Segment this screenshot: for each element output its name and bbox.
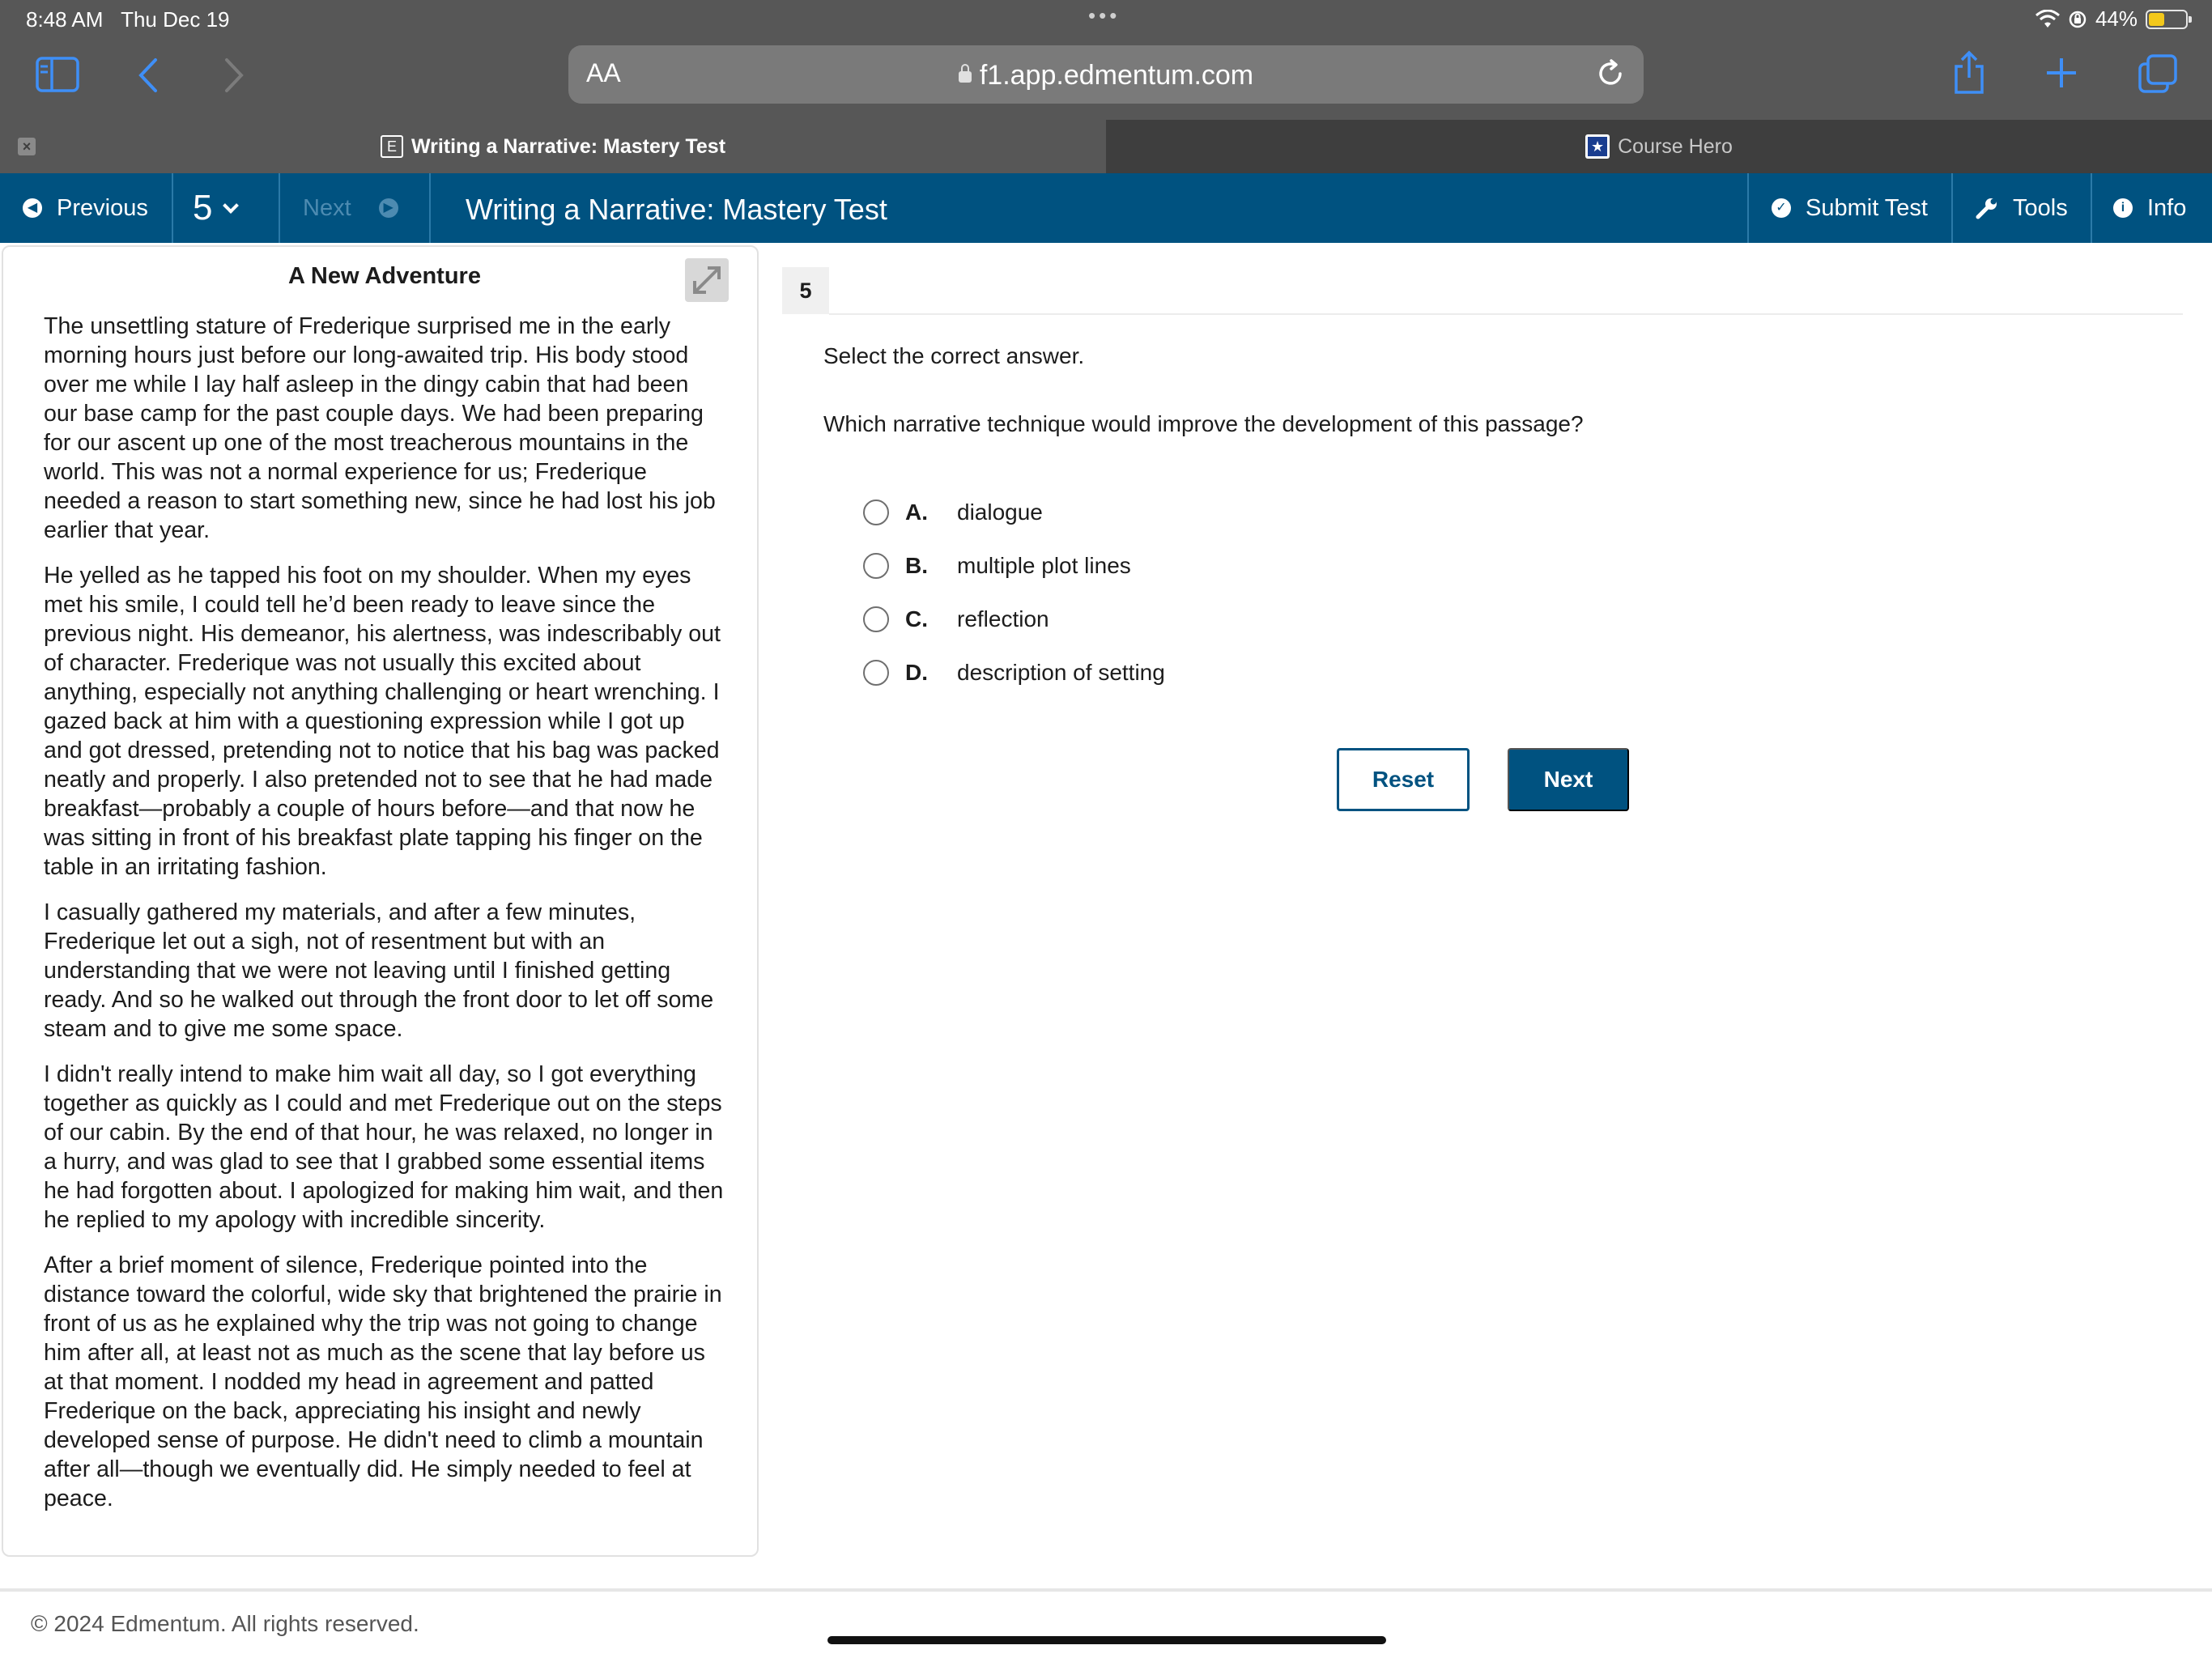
address-bar[interactable] bbox=[568, 45, 1644, 104]
option-letter: D. bbox=[905, 660, 928, 685]
tab-title: Course Hero bbox=[1618, 134, 1733, 158]
browser-toolbar bbox=[0, 39, 2212, 120]
tools-label: Tools bbox=[2013, 194, 2068, 221]
check-circle-icon: ✓ bbox=[1772, 198, 1791, 218]
multitasking-dots[interactable]: ••• bbox=[1088, 3, 1121, 28]
tab-bar bbox=[0, 120, 2212, 173]
submit-test-button[interactable] bbox=[1772, 173, 1928, 243]
course-hero-icon bbox=[1585, 134, 1610, 159]
chevron-down-icon bbox=[223, 198, 240, 214]
passage-paragraph: The unsettling stature of Frederique surprised me in the early morning hours just before our long-awaited trip. His body stood over me while I lay half asleep in the dingy cabin that had been our base camp for the past couple days. We had been preparing for our ascent up one of the most treacherous mountains in the world. This was not a normal experience for us; Frederique needed a reason to start something new, since he had lost his job earlier that year. bbox=[44, 313, 716, 543]
answer-option-d[interactable] bbox=[863, 646, 1165, 699]
next-button[interactable]: Next bbox=[1508, 748, 1629, 811]
radio-button[interactable] bbox=[863, 660, 889, 686]
new-tab-icon[interactable] bbox=[2044, 55, 2079, 91]
tools-button[interactable] bbox=[1976, 173, 2068, 243]
passage-paragraph: I casually gathered my materials, and after a few minutes, Frederique let out a sigh, not of resentment but with an understanding that we were not leaving until I finished getting ready. And so he walked out through the front door to let off some steam and to give me some space. bbox=[44, 899, 714, 1042]
answer-option-a[interactable] bbox=[863, 486, 1165, 539]
reload-icon[interactable] bbox=[1595, 58, 1626, 89]
radio-button[interactable] bbox=[863, 500, 889, 525]
question-number-dropdown[interactable] bbox=[193, 173, 236, 243]
forward-icon[interactable] bbox=[222, 57, 246, 94]
current-question-number: 5 bbox=[193, 188, 213, 227]
question-number-badge: 5 bbox=[782, 267, 829, 314]
option-text: dialogue bbox=[957, 500, 1043, 525]
arrow-right-circle-icon: ▶ bbox=[379, 198, 398, 218]
previous-button[interactable] bbox=[23, 173, 148, 243]
orientation-lock-icon bbox=[2068, 10, 2087, 29]
edmentum-favicon: E bbox=[381, 135, 403, 158]
wrench-icon bbox=[1976, 197, 1998, 219]
test-header bbox=[0, 173, 2212, 243]
footer-copyright: © 2024 Edmentum. All rights reserved. bbox=[31, 1611, 419, 1636]
passage-body bbox=[44, 312, 724, 1529]
test-title: Writing a Narrative: Mastery Test bbox=[466, 193, 887, 226]
status-right bbox=[2035, 6, 2188, 32]
question-stem: Which narrative technique would improve the development of this passage? bbox=[823, 411, 1584, 436]
sidebar-icon[interactable] bbox=[36, 57, 79, 92]
tab-course-hero[interactable] bbox=[1106, 120, 2212, 173]
option-text: reflection bbox=[957, 606, 1049, 631]
passage-paragraph: He yelled as he tapped his foot on my shoulder. When my eyes met his smile, I could tell he’d been ready to leave since the previous night. His demeanor, his alertness, was indescribably out of character. Frederique was not usually this excited about anything, especially not anything challenging or heart wrenching. I gazed back at him with a questioning expression while I got up and got dressed, pretending not to notice that his bag was packed neatly and properly. I also pretended not to see that he had made breakfast—probably a couple of hours before—and that now he was sitting in front of his breakfast plate tapping his finger on the table in an irritating fashion. bbox=[44, 563, 721, 880]
answer-option-c[interactable] bbox=[863, 593, 1165, 646]
previous-label: Previous bbox=[57, 194, 148, 221]
battery-percent: 44% bbox=[2095, 6, 2138, 31]
info-icon: i bbox=[2113, 198, 2133, 218]
submit-test-label: Submit Test bbox=[1806, 194, 1928, 221]
status-time: 8:48 AM Thu Dec 19 bbox=[26, 7, 230, 32]
option-text: description of setting bbox=[957, 660, 1165, 685]
header-next-label: Next bbox=[303, 194, 351, 221]
tabs-overview-icon[interactable] bbox=[2138, 53, 2178, 94]
wifi-icon bbox=[2035, 10, 2060, 29]
radio-button[interactable] bbox=[863, 606, 889, 632]
answer-options bbox=[863, 486, 1165, 699]
question-instruction: Select the correct answer. bbox=[823, 343, 1085, 368]
info-button[interactable] bbox=[2113, 173, 2186, 243]
footer-divider bbox=[0, 1588, 2212, 1592]
back-icon[interactable] bbox=[136, 57, 160, 94]
text-size-button[interactable]: AA bbox=[586, 58, 621, 87]
info-label: Info bbox=[2147, 194, 2187, 221]
expand-button[interactable] bbox=[685, 258, 729, 302]
option-letter: C. bbox=[905, 606, 928, 631]
passage-paragraph: I didn't really intend to make him wait all day, so I got everything together as quickly as I could and met Frederique out on the steps of our cabin. By the end of that hour, he was relaxed, no longer in a hurry, and was glad to see that I grabbed some essential items he had forgotten about. I apologized for making him wait, and then he replied to my apology with incredible sincerity. bbox=[44, 1061, 724, 1233]
question-divider bbox=[829, 313, 2183, 315]
expand-icon bbox=[685, 258, 729, 302]
option-letter: B. bbox=[905, 553, 928, 578]
url-display[interactable]: f1.app.edmentum.com bbox=[568, 60, 1644, 91]
tab-title: Writing a Narrative: Mastery Test bbox=[410, 134, 726, 158]
tab-writing-narrative[interactable] bbox=[0, 120, 1106, 173]
close-tab-icon[interactable]: × bbox=[18, 138, 36, 155]
option-text: multiple plot lines bbox=[957, 553, 1131, 578]
passage-title: A New Adventure bbox=[288, 263, 481, 289]
header-next-button[interactable] bbox=[303, 173, 398, 243]
status-bar bbox=[0, 0, 2212, 39]
option-letter: A. bbox=[905, 500, 928, 525]
passage-paragraph: After a brief moment of silence, Frederique pointed into the distance toward the colorful, wide sky that brightened the prairie in front of us as he explained why the trip was not going to change him after all, at least not as much as the scene that lay before us at that moment. I nodded my head in agreement and patted Frederique on the back, appreciating his insight and newly developed sense of purpose. He didn't need to climb a mountain after all—though we eventually did. He simply needed to feel at peace. bbox=[44, 1252, 722, 1511]
arrow-left-circle-icon: ◀ bbox=[23, 198, 42, 218]
battery-icon bbox=[2146, 10, 2188, 29]
answer-option-b[interactable] bbox=[863, 539, 1165, 593]
passage-panel[interactable] bbox=[2, 245, 759, 1557]
reset-button[interactable]: Reset bbox=[1337, 748, 1470, 811]
home-indicator[interactable] bbox=[827, 1636, 1386, 1644]
share-icon[interactable] bbox=[1951, 50, 1987, 96]
radio-button[interactable] bbox=[863, 553, 889, 579]
lock-icon bbox=[959, 71, 972, 83]
